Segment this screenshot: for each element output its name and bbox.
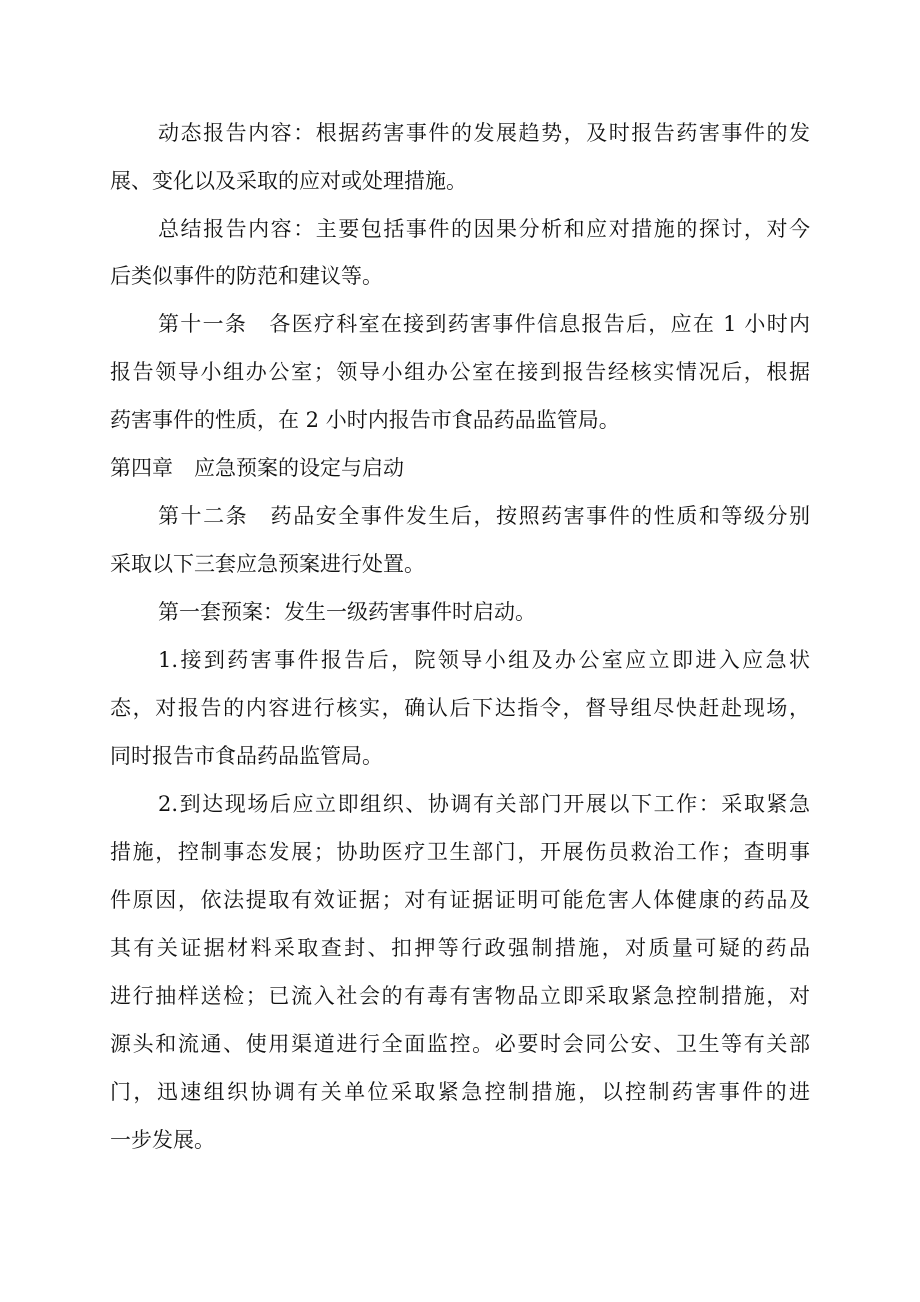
text-line: 源头和流通、使用渠道进行全面监控。必要时会同公安、卫生等有关部 — [110, 1032, 810, 1056]
text-line: 态，对报告的内容进行核实，确认后下达指令，督导组尽快赶赴现场， — [110, 696, 810, 720]
text-line: 件原因，依法提取有效证据；对有证据证明可能危害人体健康的药品及 — [110, 888, 810, 912]
text-line: 同时报告市食品药品监管局。 — [110, 744, 383, 768]
chapter-heading: 第四章 应急预案的设定与启动 — [110, 456, 404, 480]
text-line: 报告领导小组办公室；领导小组办公室在接到报告经核实情况后，根据 — [110, 360, 810, 384]
text-line: 总结报告内容：主要包括事件的因果分析和应对措施的探讨，对今 — [158, 217, 810, 241]
text-line: 门，迅速组织协调有关单位采取紧急控制措施，以控制药害事件的进 — [110, 1080, 810, 1104]
text-line: 动态报告内容：根据药害事件的发展趋势，及时报告药害事件的发 — [158, 121, 810, 145]
text-line: 2.到达现场后应立即组织、协调有关部门开展以下工作：采取紧急 — [158, 792, 810, 816]
text-line: 第一套预案：发生一级药害事件时启动。 — [158, 600, 536, 624]
text-line: 药害事件的性质，在 2 小时内报告市食品药品监管局。 — [110, 408, 620, 432]
text-line: 第十一条 各医疗科室在接到药害事件信息报告后，应在 1 小时内 — [158, 312, 810, 336]
text-line: 措施，控制事态发展；协助医疗卫生部门，开展伤员救治工作；查明事 — [110, 840, 810, 864]
text-line: 一步发展。 — [110, 1128, 215, 1152]
text-line: 后类似事件的防范和建议等。 — [110, 264, 383, 288]
text-line: 采取以下三套应急预案进行处置。 — [110, 552, 425, 576]
text-line: 第十二条 药品安全事件发生后，按照药害事件的性质和等级分别 — [158, 504, 810, 528]
text-line: 其有关证据材料采取查封、扣押等行政强制措施，对质量可疑的药品 — [110, 936, 810, 960]
text-line: 1.接到药害事件报告后，院领导小组及办公室应立即进入应急状 — [158, 648, 810, 672]
text-line: 进行抽样送检；已流入社会的有毒有害物品立即采取紧急控制措施，对 — [110, 984, 810, 1008]
text-line: 展、变化以及采取的应对或处理措施。 — [110, 169, 467, 193]
